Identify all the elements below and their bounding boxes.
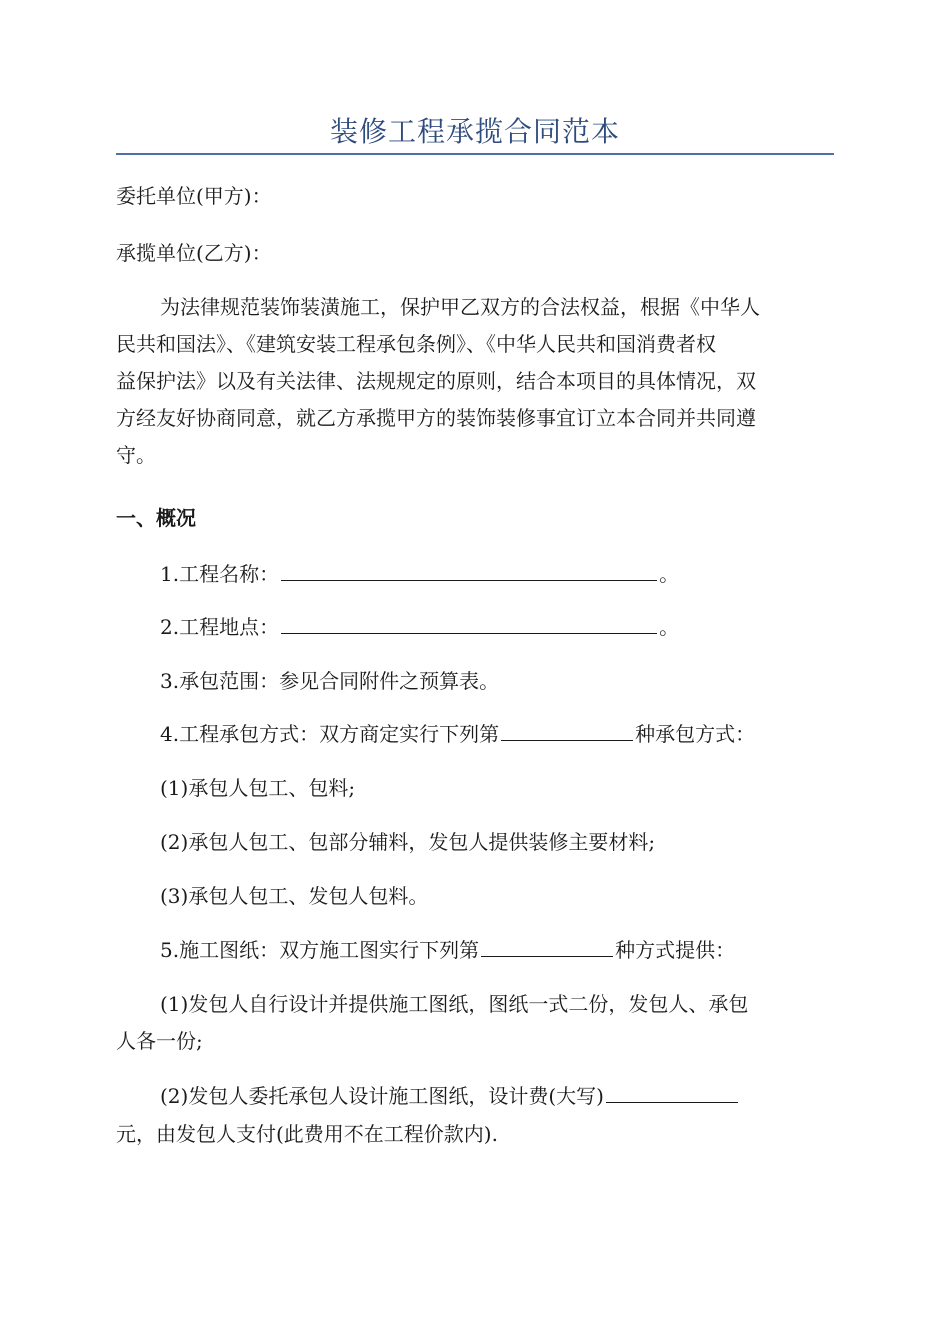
drawing-method-blank[interactable] [481,936,613,957]
design-fee-blank[interactable] [606,1082,738,1103]
project-location-blank[interactable] [281,613,657,634]
section-heading-overview: 一、概况 [116,506,196,530]
item-contract-scope: 3.承包范围：参见合同附件之预算表。 [160,669,500,693]
item-suffix: 种方式提供： [615,938,736,962]
item-end: 。 [659,562,680,586]
intro-line: 方经友好协商同意，就乙方承揽甲方的装饰装修事宜订立本合同并共同遵 [116,406,756,430]
title-underline [116,153,834,155]
document-title: 装修工程承揽合同范本 [329,115,620,148]
intro-line: 民共和国法》、《建筑安装工程承包条例》、《中华人民共和国消费者权 [116,332,716,356]
drawing-option-2-line2: 元，由发包人支付(此费用不在工程价款内). [116,1122,498,1146]
item-label: 1.工程名称： [160,562,280,586]
contract-method-option-1: (1)承包人包工、包料; [160,776,356,800]
intro-line: 为法律规范装饰装潢施工，保护甲乙双方的合法权益，根据《中华人 [160,295,760,319]
item-contract-method [160,719,878,749]
item-project-name [160,559,878,589]
intro-line: 守。 [116,443,156,467]
contract-method-option-3: (3)承包人包工、发包人包料。 [160,884,429,908]
party-a-label: 委托单位(甲方)： [116,184,272,208]
drawing-option-1-line2: 人各一份; [116,1029,203,1053]
item-prefix: (2)发包人委托承包人设计施工图纸，设计费(大写) [160,1084,604,1108]
drawing-option-1-line1: (1)发包人自行设计并提供施工图纸，图纸一式二份，发包人、承包 [160,992,749,1016]
item-prefix: 5.施工图纸：双方施工图实行下列第 [160,938,480,962]
item-label: 2.工程地点： [160,615,280,639]
item-project-location [160,612,878,642]
drawing-option-2-line1 [160,1081,878,1111]
item-construction-drawings [160,935,878,965]
contract-method-option-2: (2)承包人包工、包部分辅料，发包人提供装修主要材料; [160,830,656,854]
item-end: 。 [659,615,680,639]
item-prefix: 4.工程承包方式：双方商定实行下列第 [160,722,500,746]
item-suffix: 种承包方式： [635,722,756,746]
intro-line: 益保护法》以及有关法律、法规规定的原则，结合本项目的具体情况，双 [116,369,756,393]
party-b-label: 承揽单位(乙方)： [116,241,272,265]
project-name-blank[interactable] [281,560,657,581]
contract-method-blank[interactable] [501,720,633,741]
intro-paragraph [116,289,834,474]
